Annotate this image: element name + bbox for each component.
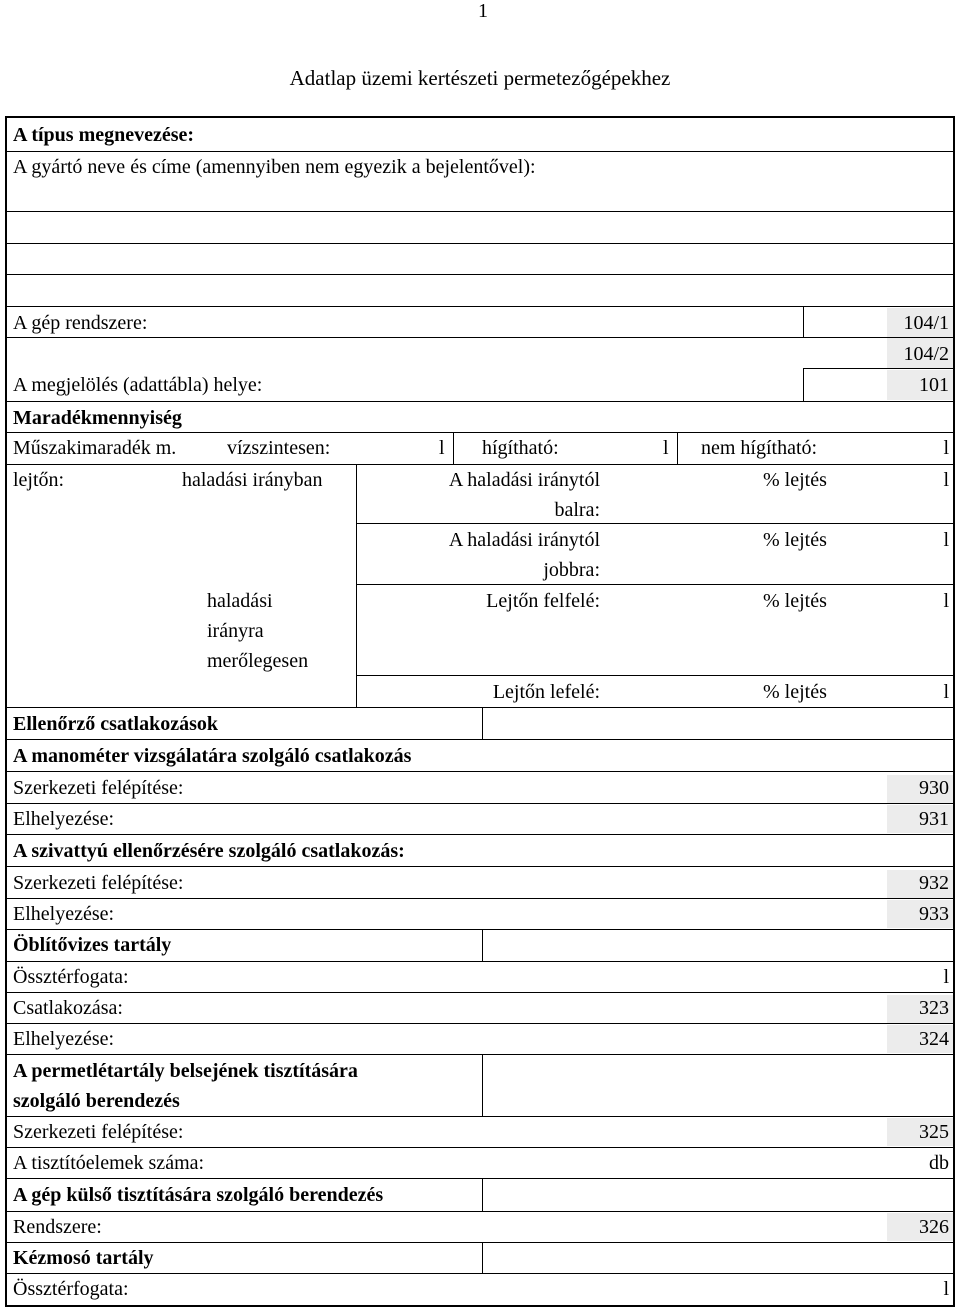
maradek-heading: Maradékmennyiség <box>13 407 182 429</box>
balra-label-1: A haladási iránytól <box>448 469 600 491</box>
lejtes-label: % lejtés <box>763 469 827 491</box>
unit-db: db <box>929 1152 949 1174</box>
meroleges-label-3: merőlegesen <box>207 650 309 672</box>
kulso-heading: A gép külső tisztítására szolgáló berendezés <box>13 1184 384 1206</box>
jobbra-label-1: A haladási iránytól <box>448 529 600 551</box>
code-933: 933 <box>919 903 949 925</box>
unit-l: l <box>663 437 669 459</box>
elhelyezese-label: Elhelyezése: <box>13 903 115 925</box>
kezmoso-heading: Kézmosó tartály <box>13 1247 154 1269</box>
code-324: 324 <box>919 1028 949 1050</box>
code-326: 326 <box>919 1216 949 1238</box>
higithato-label: hígítható: <box>482 437 559 459</box>
manometer-heading: A manométer vizsgálatára szolgáló csatlakozás <box>13 745 412 767</box>
vizszintesen-label: vízszintesen: <box>227 437 331 459</box>
szerkezeti-label: Szerkezeti felépítése: <box>13 872 184 894</box>
tisztitoelemek-label: A tisztítóelemek száma: <box>13 1152 205 1174</box>
gyarto-label: A gyártó neve és címe (amennyiben nem egyezik a bejelentővel): <box>13 156 536 178</box>
code-101: 101 <box>919 374 949 396</box>
belso-heading-1: A permetlétartály belsejének tisztítására <box>13 1060 358 1082</box>
meroleges-label-1: haladási <box>207 590 273 612</box>
felfele-label: Lejtőn felfelé: <box>486 590 600 612</box>
unit-l: l <box>943 469 949 491</box>
unit-l: l <box>943 966 949 988</box>
megjeloles-label: A megjelölés (adattábla) helye: <box>13 374 263 396</box>
lejton-label: lejtőn: <box>13 469 65 491</box>
rendszere-label: Rendszere: <box>13 1216 102 1238</box>
code-930: 930 <box>919 777 949 799</box>
lejtes-label: % lejtés <box>763 529 827 551</box>
szivattyu-heading: A szivattyú ellenőrzésére szolgáló csatlakozás: <box>13 840 405 862</box>
meroleges-label-2: irányra <box>207 620 264 642</box>
szerkezeti-label: Szerkezeti felépítése: <box>13 777 184 799</box>
lefele-label: Lejtőn lefelé: <box>492 681 600 703</box>
datasheet-form <box>5 116 955 1307</box>
code-323: 323 <box>919 997 949 1019</box>
code-325: 325 <box>919 1121 949 1143</box>
unit-l: l <box>943 681 949 703</box>
haladasi-iranyban-label: haladási irányban <box>182 469 323 491</box>
muszaki-label: Műszakimaradék m. <box>13 437 177 459</box>
balra-label-2: balra: <box>554 499 600 521</box>
nemhigithato-label: nem hígítható: <box>701 437 818 459</box>
code-104-1: 104/1 <box>903 312 949 334</box>
elhelyezese-label: Elhelyezése: <box>13 1028 115 1050</box>
unit-l: l <box>439 437 445 459</box>
unit-l: l <box>943 1278 949 1300</box>
jobbra-label-2: jobbra: <box>543 559 600 581</box>
page-title: Adatlap üzemi kertészeti permetezőgépekhez <box>289 66 671 90</box>
unit-l: l <box>943 590 949 612</box>
csatlakozasa-label: Csatlakozása: <box>13 997 123 1019</box>
unit-l: l <box>943 529 949 551</box>
ellenorzo-heading: Ellenőrző csatlakozások <box>13 713 218 735</box>
lejtes-label: % lejtés <box>763 681 827 703</box>
oblito-heading: Öblítővizes tartály <box>13 934 172 956</box>
szerkezeti-label: Szerkezeti felépítése: <box>13 1121 184 1143</box>
belso-heading-2: szolgáló berendezés <box>13 1090 180 1112</box>
tipus-label: A típus megnevezése: <box>13 124 195 146</box>
unit-l: l <box>943 437 949 459</box>
code-932: 932 <box>919 872 949 894</box>
lejtes-label: % lejtés <box>763 590 827 612</box>
code-931: 931 <box>919 808 949 830</box>
osszterfogata-label: Össztérfogata: <box>13 1278 129 1300</box>
osszterfogata-label: Össztérfogata: <box>13 966 129 988</box>
page-number: 1 <box>478 0 488 22</box>
code-104-2: 104/2 <box>903 343 949 365</box>
elhelyezese-label: Elhelyezése: <box>13 808 115 830</box>
rendszer-label: A gép rendszere: <box>13 312 148 334</box>
